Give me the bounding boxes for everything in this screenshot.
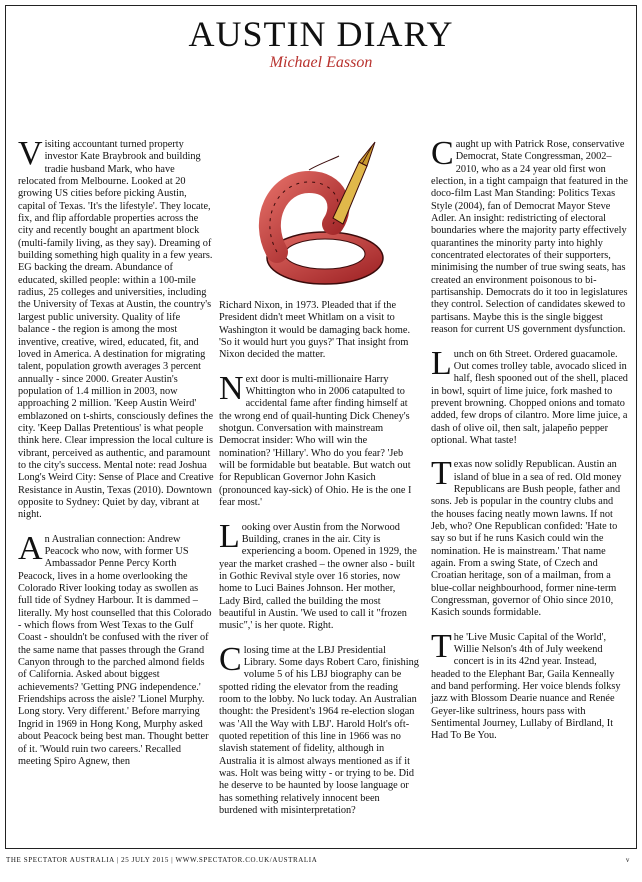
paragraph-text: isiting accountant turned property investor Kate Braybrook and building tradie husband Mark, who have relocated from Melbourne. Looked at 20 growing US cities before picking Austin, capital of Texas. 'It's the lifestyle'. They locate, fix, and flip affordable properties across the city and recently bought an apartment block (multi-family living, as they say). Dreaming of building something high quality in a few years. EG backing the dream. Abundance of educated, skilled people: within a 100-mile radius, 25 colleges and universities, including the University of Texas at Austin, the country's largest public university. Quality of life balance - the region is among the most inventive, creative, wired, educated, fit, and loved in America. A destination for migrating talent, population growth averages 3 percent annually - since 2000. Greater Austin's population of 1.4 million in 2003, now approaching 2 million. 'Keep Austin Weird' emblazoned on t-shirts, consciously defines the city. 'Keep Dallas Pretentious' is what people think here. Clear impression the local culture is vibrant, perceived as authentic, and paramount to the city's success. Mental note: read Joshua Long's Weird City: Sense of Place and Creative Resistance in Austin, Texas (2010). Downtown opposite to Sydney: Quiet by day, vibrant at night. [18, 139, 214, 521]
paragraph-text: n Australian connection: Andrew Peacock who now, with former US Ambassador Penne Percy Korth Peacock, lives in a home overlooking the Colorado River looking today as swollen as full tide of Sydney Harbour. It is dammed – literally. My host counselled that this Colorado - which flows from West Texas to the Gulf Coast - shouldn't be confused with the river of the same name that passes through the Grand Canyon through to the parched almond fields of California. Asked about biggest achievements? 'Getting PNG independence.' Friendships across the aisle? 'Lionel Murphy. Long story. Very different.' Before marrying Ingrid in 1969 in Hong Kong, Murphy asked about Peacock being best man. Thought better of it. 'Would ruin two careers.' Recalled meeting Spiro Agnew, then [18, 533, 212, 767]
drop-cap: A [18, 529, 43, 567]
column-1 [18, 135, 214, 780]
drop-cap: C [431, 135, 454, 172]
column-3 [431, 135, 628, 755]
drop-cap: C [219, 640, 242, 678]
paragraph [219, 640, 419, 818]
paragraph-text: unch on 6th Street. Ordered guacamole. Out comes trolley table, avocado sliced in half, flesh spooned out of the shell, placed in bowl, squirt of lime juice, fork mashed to prevent browning. Chopped onions and tomato added, few drops of cilantro. More lime juice, a dash of olive oil, then salt, jalapeño pepper optional. What taste! [431, 348, 628, 446]
paragraph-text: aught up with Patrick Rose, conservative Democrat, State Congressman, 2002–2010, who as a 24 year old first won election, in a tight campaign that featured in the doco-film Last Man Standing: Politics Texas Style (2004), fan of Democrat Mayor Steve Adler. An insight: redistricting of electoral boundaries where the majority party effectively quarantines the minority party into highly concentrated electorates of their supporters, minimising the number of true swing seats, has created an environment poisonous to bi-partisanship. Democrats do it too in legislatures they control. Selection of candidates skewed to partisans. Maybe this is the single biggest reason for current US government dysfunction. [431, 139, 628, 336]
paragraph [18, 529, 214, 769]
paragraph [431, 344, 628, 448]
drop-cap: V [18, 135, 43, 172]
paragraph [431, 627, 628, 743]
column-2 [219, 300, 419, 829]
paragraph-text: ext door is multi-millionaire Harry Whittington who in 2006 catapulted to accidental fame after finding himself at the wrong end of quail-hunting Dick Cheney's shotgun. Conversation with mainstream Democrat insider: Who will win the nomination? 'Hillary'. Who do you fear? 'Jeb will be formidable but beatable. But watch out for Republican Governor John Kasich (pronounced kay-sick) of Ohio. He is the one I fear most.' [219, 373, 412, 509]
drop-cap: T [431, 455, 452, 493]
page-title: AUSTIN DIARY [188, 14, 454, 54]
page-number: v [625, 856, 630, 864]
paragraph [219, 300, 419, 362]
drop-cap: L [431, 344, 452, 382]
drop-cap: N [219, 369, 244, 407]
paragraph [18, 135, 214, 522]
page-footer [6, 856, 636, 864]
paragraph [431, 135, 628, 337]
paragraph [219, 369, 419, 510]
paragraph-text: he 'Live Music Capital of the World', Willie Nelson's 4th of July weekend concert is in its 42nd year. Instead, headed to the Elephant Bar, Gaila Kenneally and band performing. Her voice blends folksy jazz with Blossom Dearie nuance and Renée Geyer-like sultriness, hours pass with Sentimental Journey, Lullaby of Birdland, It Had To Be You. [431, 631, 621, 742]
drop-cap: T [431, 627, 452, 665]
paragraph [431, 455, 628, 619]
footer-publication: THE SPECTATOR AUSTRALIA | 25 JULY 2015 | WWW.SPECTATOR.CO.UK/AUSTRALIA [6, 856, 318, 864]
paragraph-text: ooking over Austin from the Norwood Building, cranes in the air. City is experiencing a boom. Opened in 1929, the year the market crashed – the owner also - built in Gothic Revival style over 16 stories, now home to Luci Baines Johnson. Her mother, Lady Bird, called the building the most beautiful in Austin. 'We used to call it "frozen music",' is her quote. Right. [219, 521, 417, 632]
paragraph-text: losing time at the LBJ Presidential Library. Some days Robert Caro, finishing volume 5 of his LBJ biography can be spotted riding the elevator from the reading room to the lobby. No luck today. An Australian thought: the President's 1964 re-election slogan was 'All the Way with LBJ'. Harold Holt's oft-quoted repetition of this line in 1966 was no slavish statement of fidelity, although in Australia it is almost always mentioned as if it was. Holt was being witty - or trying to be. Did he deserve to be haunted by loose language or has something relatively innocent been burdened with misinterpretation? [219, 644, 419, 817]
paragraph-text: exas now solidly Republican. Austin an island of blue in a sea of red. Old money Republicans are Bush people, father and sons. Jeb is popular in the country clubs and the houses facing neatly mown lawns. If not Jeb, who? One Republican confided: 'Hate to say so but if he runs Kasich could win the nomination. He is mainstream.' That name again. From a swing State, of Czech and Croatian heritage, son of a mailman, from a blue-collar neighbourhood, former nine-term Congressman, governor of Ohio since 2010, Kasich sounds formidable. [431, 459, 622, 619]
pen-serpent-illustration [247, 140, 397, 290]
drop-cap: L [219, 517, 240, 555]
paragraph [219, 517, 419, 633]
paragraph-text: Richard Nixon, in 1973. Pleaded that if the President didn't meet Whitlam on a visit to Washington it would be damaging back home. 'So it would hurt you guys?' That insight from Nixon decided the matter. [219, 300, 411, 361]
author-byline: Michael Easson [269, 54, 373, 71]
